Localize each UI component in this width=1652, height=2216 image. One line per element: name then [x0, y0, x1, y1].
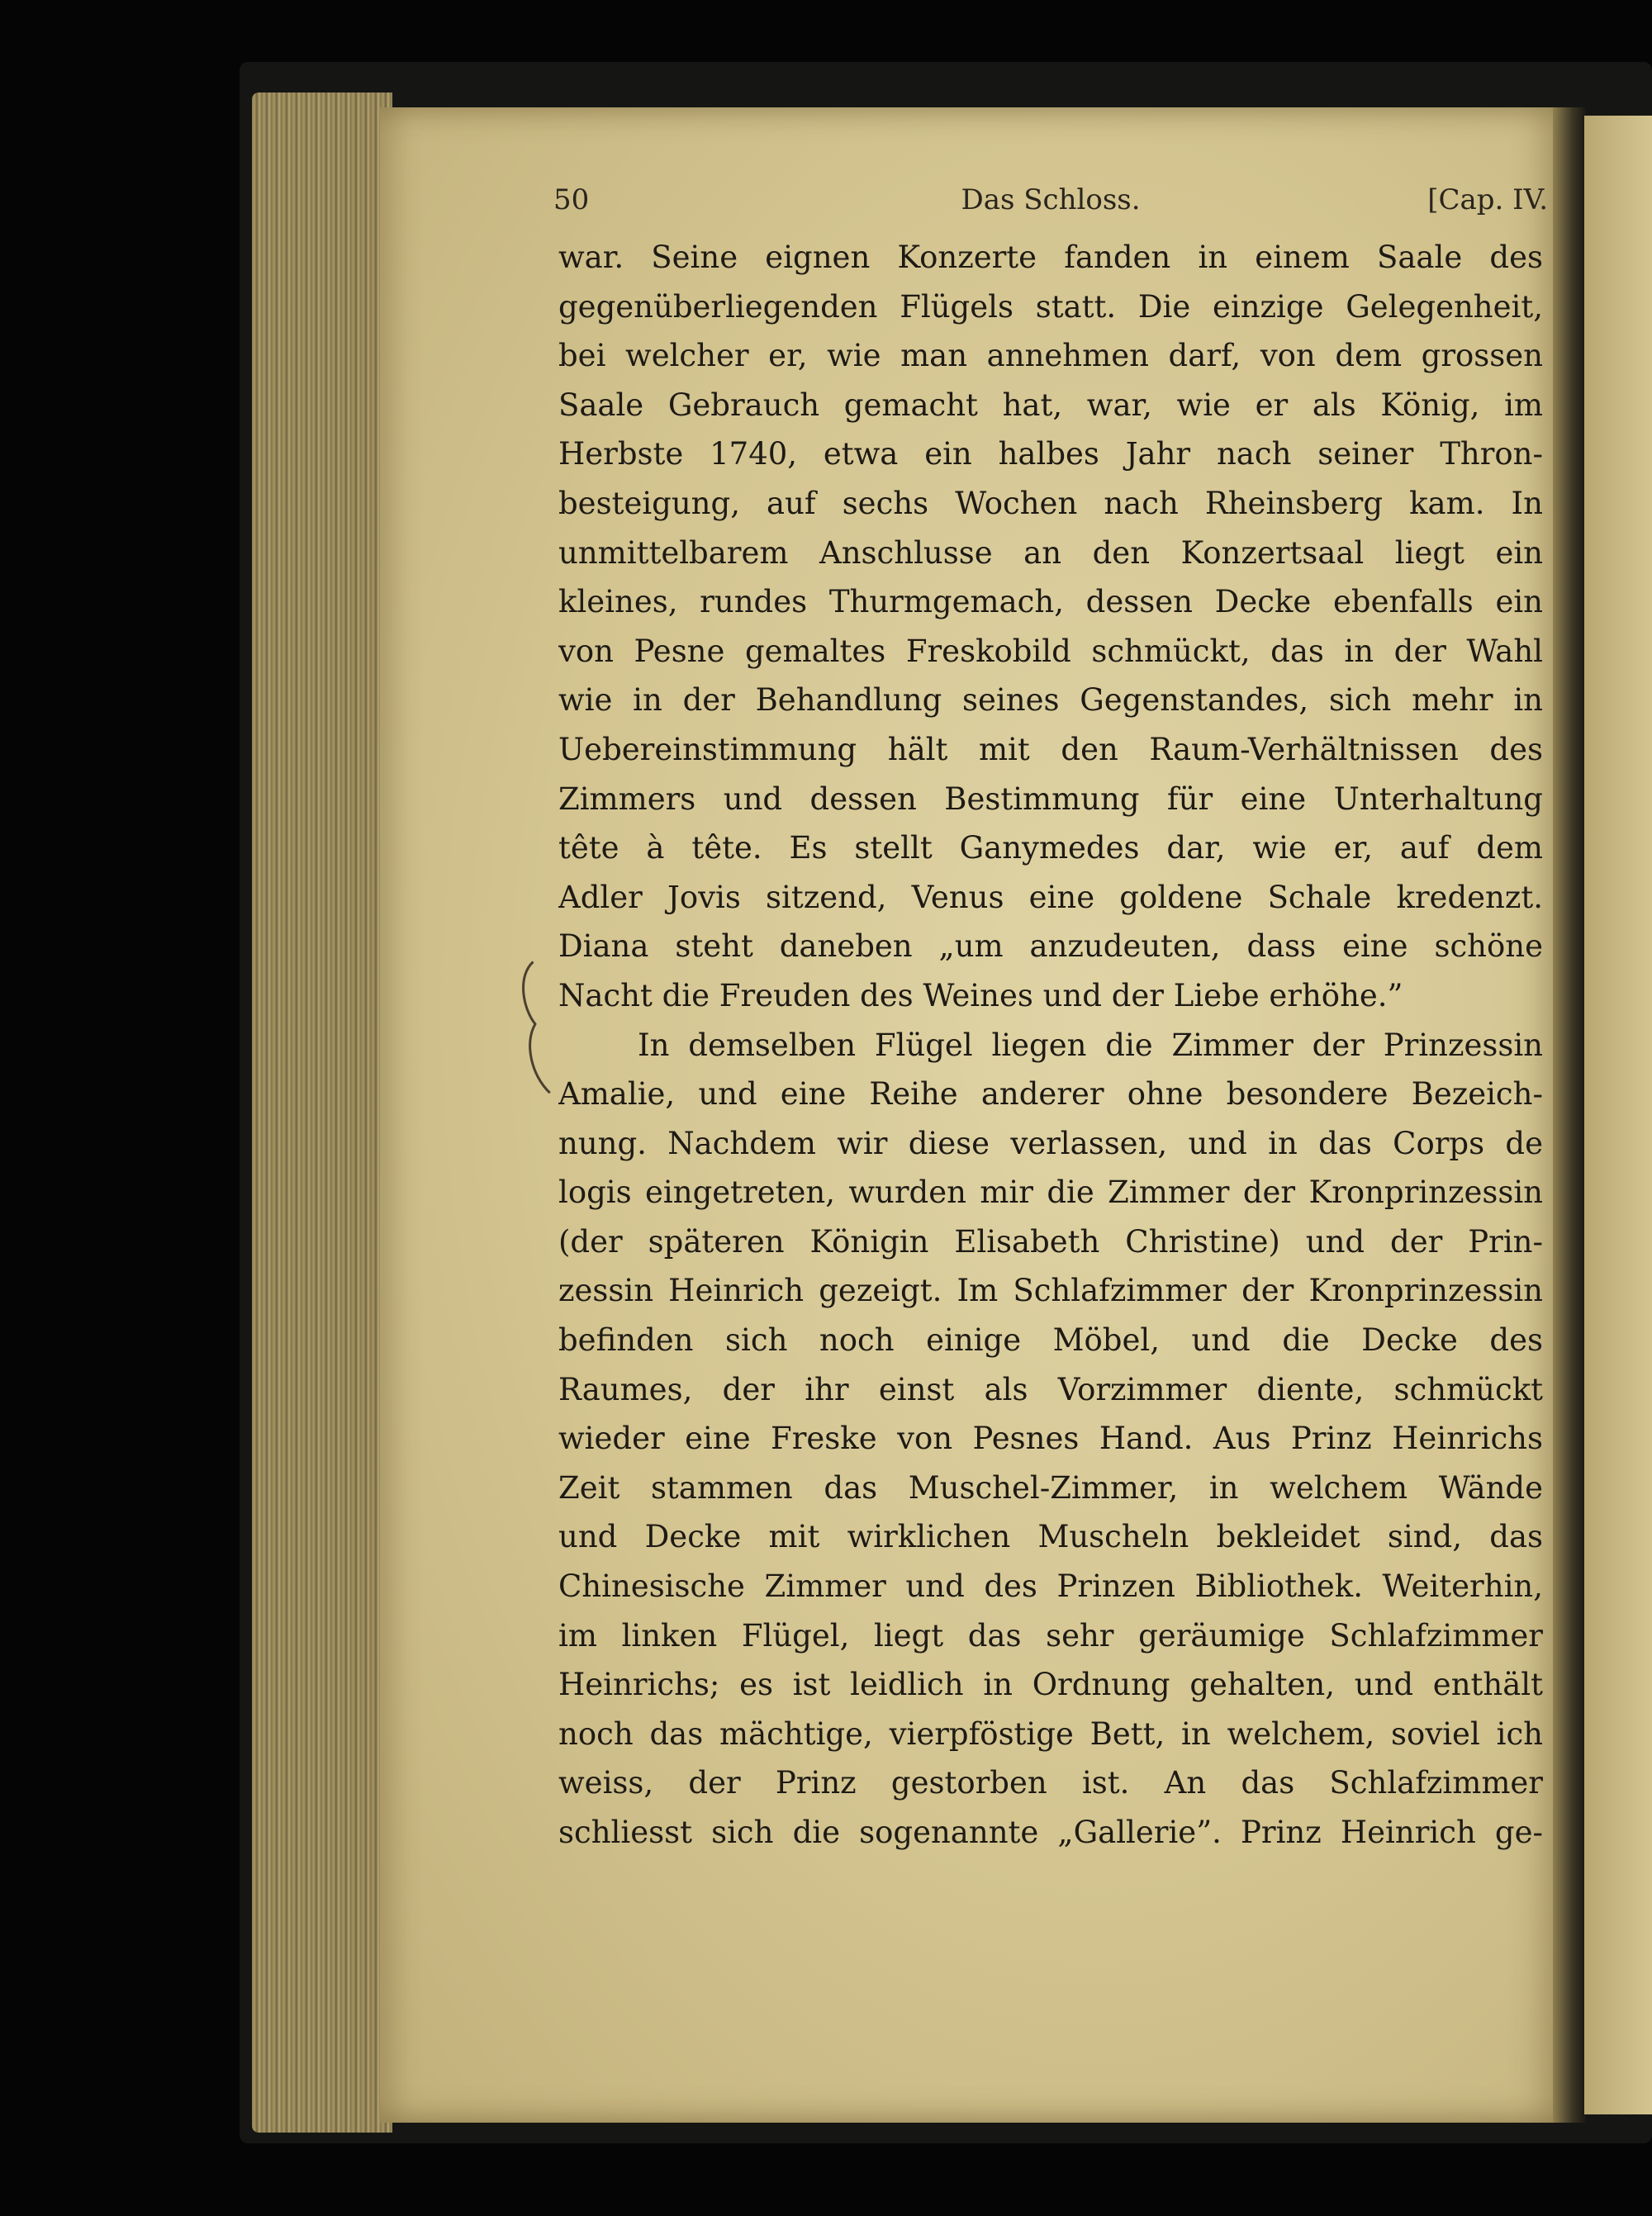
- paragraph-start-line: In demselben Flügel liegen die Zimmer der Prinzessin: [638, 1027, 1543, 1063]
- text-line: Amalie, und eine Reihe anderer ohne besondere Bezeich-: [558, 1076, 1543, 1113]
- text-line: und Decke mit wirklichen Muscheln bekleidet sind, das: [558, 1519, 1543, 1555]
- text-line: Raumes, der ihr einst als Vorzimmer diente, schmückt: [558, 1371, 1543, 1407]
- text-line: unmittelbarem Anschlusse an den Konzertsaal liegt ein: [558, 534, 1543, 571]
- right-page-edge: [1584, 116, 1652, 2114]
- page-edges: [252, 93, 392, 2133]
- text-line: nung. Nachdem wir diese verlassen, und in das Corps de: [558, 1125, 1543, 1161]
- text-line: befinden sich noch einige Möbel, und die Decke des: [558, 1322, 1543, 1359]
- running-title: Das Schloss.: [961, 183, 1141, 216]
- text-line: Saale Gebrauch gemacht hat, war, wie er als König, im: [558, 387, 1543, 423]
- text-line: (der späteren Königin Elisabeth Christine) und der Prin-: [558, 1223, 1543, 1260]
- text-line: weiss, der Prinz gestorben ist. An das Schlafzimmer: [558, 1765, 1543, 1801]
- chapter-reference: [Cap. IV.: [1427, 183, 1548, 216]
- text-line: bei welcher er, wie man annehmen darf, von dem grossen: [558, 338, 1543, 374]
- text-line: logis eingetreten, wurden mir die Zimmer der Kronprinzessin: [558, 1174, 1543, 1211]
- text-line: Diana steht daneben „um anzudeuten, dass eine schöne: [558, 928, 1543, 965]
- book-gutter: [1553, 107, 1586, 2123]
- text-line: war. Seine eignen Konzerte fanden in einem Saale des: [558, 240, 1543, 275]
- running-head: [553, 183, 1548, 233]
- text-line: wie in der Behandlung seines Gegenstandes, sich mehr in: [558, 682, 1543, 719]
- text-line: noch das mächtige, vierpföstige Bett, in welchem, soviel ich: [558, 1715, 1543, 1752]
- text-line: Zimmers und dessen Bestimmung für eine Unterhaltung: [558, 781, 1543, 817]
- page-number: 50: [553, 183, 590, 216]
- text-line: Zeit stammen das Muschel-Zimmer, in welchem Wände: [558, 1469, 1543, 1506]
- text-line: zessin Heinrich gezeigt. Im Schlafzimmer der Kronprinzessin: [558, 1273, 1543, 1309]
- body-text: [558, 233, 1543, 1858]
- text-line: schliesst sich die sogenannte „Gallerie”. Prinz Heinrich ge-: [558, 1815, 1543, 1850]
- text-line: Chinesische Zimmer und des Prinzen Bibliothek. Weiterhin,: [558, 1568, 1543, 1605]
- text-line: kleines, rundes Thurmgemach, dessen Decke ebenfalls ein: [558, 584, 1543, 620]
- page-content: [553, 183, 1548, 1951]
- text-line: Heinrichs; es ist leidlich in Ordnung gehalten, und enthält: [558, 1667, 1543, 1703]
- text-line: tête à tête. Es stellt Ganymedes dar, wie er, auf dem: [558, 830, 1543, 866]
- text-line: Adler Jovis sitzend, Venus eine goldene Schale kredenzt.: [558, 879, 1543, 915]
- text-line: besteigung, auf sechs Wochen nach Rheinsberg kam. In: [558, 485, 1543, 521]
- text-line: wieder eine Freske von Pesnes Hand. Aus Prinz Heinrichs: [558, 1421, 1543, 1457]
- text-line: Herbste 1740, etwa ein halbes Jahr nach seiner Thron-: [558, 436, 1543, 472]
- text-line: von Pesne gemaltes Freskobild schmückt, das in der Wahl: [558, 633, 1543, 669]
- text-line: Uebereinstimmung hält mit den Raum-Verhältnissen des: [558, 731, 1543, 767]
- text-line: im linken Flügel, liegt das sehr geräumige Schlafzimmer: [558, 1617, 1543, 1654]
- text-line: Nacht die Freuden des Weines und der Liebe erhöhe.”: [558, 977, 1403, 1013]
- text-line: gegenüberliegenden Flügels statt. Die einzige Gelegenheit,: [558, 288, 1543, 325]
